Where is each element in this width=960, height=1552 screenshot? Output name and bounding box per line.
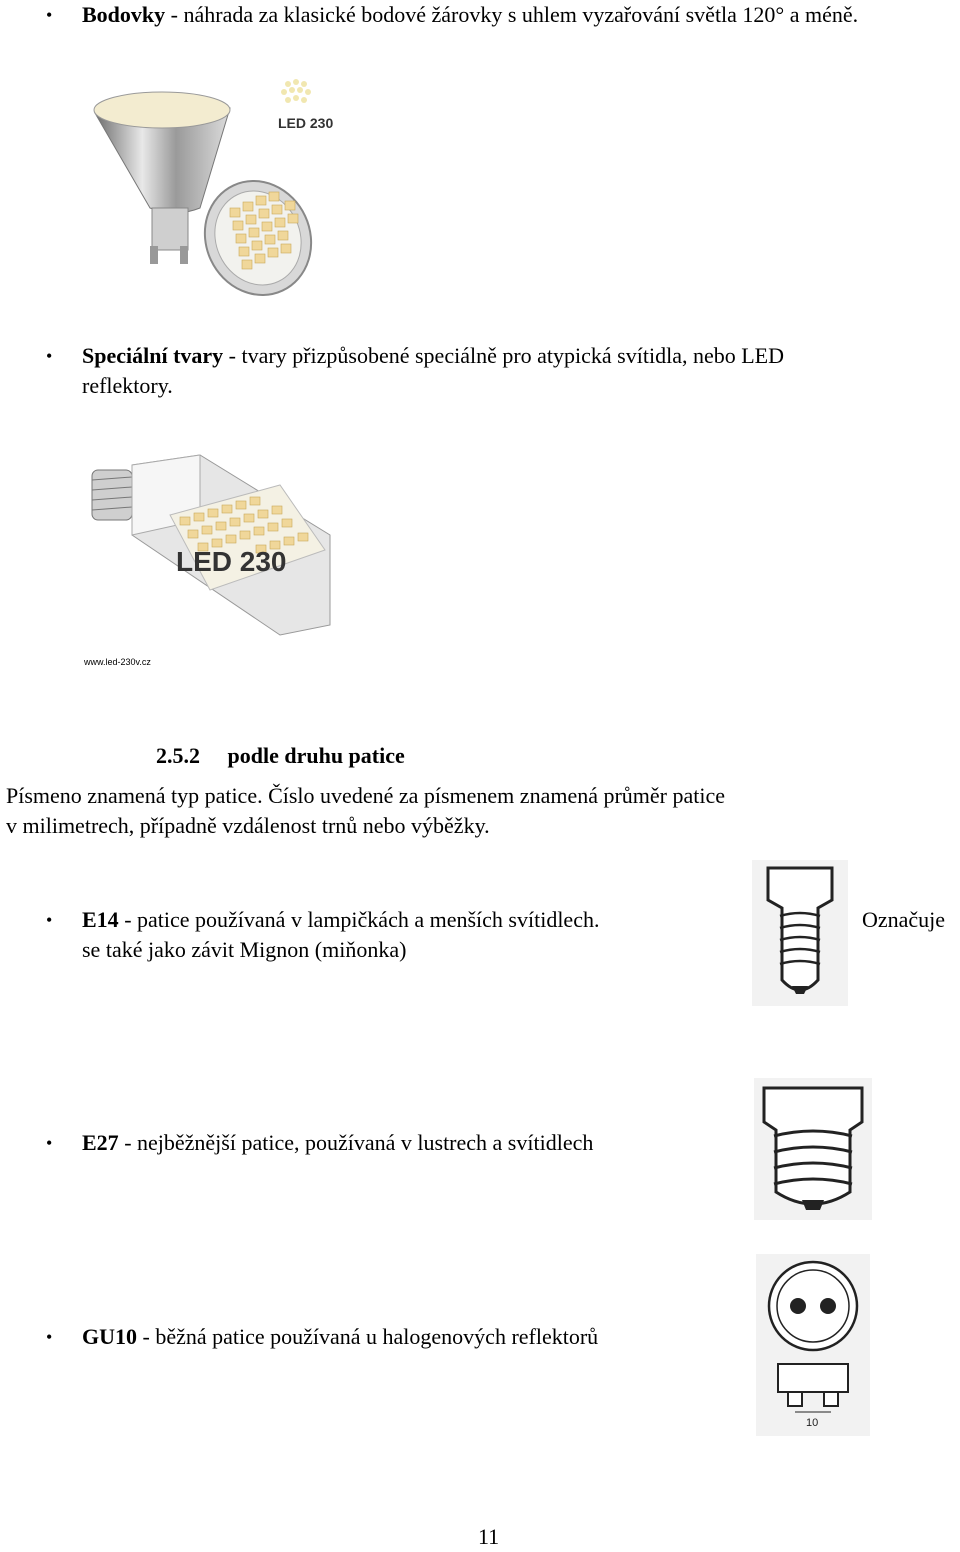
- term: E27: [82, 1130, 119, 1155]
- description-cont: reflektory.: [82, 373, 173, 398]
- description-cont: se také jako závit Mignon (miňonka): [82, 937, 407, 962]
- bullet: [46, 1128, 52, 1158]
- list-item-e14: [82, 905, 722, 965]
- term: Bodovky: [82, 2, 166, 27]
- e14-socket-image: [752, 860, 848, 1006]
- dimension-label: 10: [806, 1417, 819, 1429]
- e27-socket-image: [754, 1078, 872, 1220]
- paragraph-line: Písmeno znamená typ patice. Číslo uvedené za písmenem znamená průměr patice: [6, 783, 726, 808]
- bullet: [46, 905, 52, 935]
- term: E14: [82, 907, 119, 932]
- page-number: 11: [478, 1524, 500, 1549]
- spot-led-bulbs-image: [80, 68, 340, 318]
- section-heading: [156, 741, 405, 771]
- heading-title: podle druhu patice: [227, 743, 405, 768]
- website-url: www.led-230v.cz: [84, 657, 151, 667]
- list-item-gu10: [82, 1322, 742, 1352]
- spot-bulbs-graphic: [80, 68, 340, 318]
- logo-text: LED 230: [278, 115, 334, 131]
- e27-graphic: [754, 1078, 872, 1220]
- paragraph: [6, 781, 946, 841]
- corn-bulb-graphic: [80, 425, 340, 675]
- description: - nejběžnější patice, používaná v lustrech a svítidlech: [118, 1130, 594, 1155]
- heading-number: 2.5.2: [156, 743, 200, 768]
- description: - náhrada za klasické bodové žárovky s uhlem vyzařování světla 120° a méně.: [165, 2, 859, 27]
- list-item-specialni-tvary: [82, 341, 942, 401]
- paragraph-line: v milimetrech, případně vzdálenost trnů nebo výběžky.: [6, 813, 490, 838]
- bullet: [46, 0, 52, 30]
- description: - patice používaná v lampičkách a menších svítidlech.: [118, 907, 600, 932]
- list-item-bodovky: [82, 0, 942, 30]
- term: Speciální tvary: [82, 343, 224, 368]
- description: - tvary přizpůsobené speciálně pro atypická svítidla, nebo LED: [223, 343, 784, 368]
- corn-led-bulb-image: [80, 425, 340, 675]
- list-item-e27: [82, 1128, 742, 1158]
- bullet: [46, 341, 52, 371]
- description: - běžná patice používaná u halogenových reflektorů: [137, 1324, 599, 1349]
- bullet: [46, 1322, 52, 1352]
- description-end: Označuje: [862, 907, 946, 932]
- logo-text: LED 230: [176, 546, 287, 577]
- gu10-socket-image: [756, 1254, 870, 1436]
- gu10-graphic: [756, 1254, 870, 1436]
- e14-graphic: [752, 860, 848, 1006]
- term: GU10: [82, 1324, 137, 1349]
